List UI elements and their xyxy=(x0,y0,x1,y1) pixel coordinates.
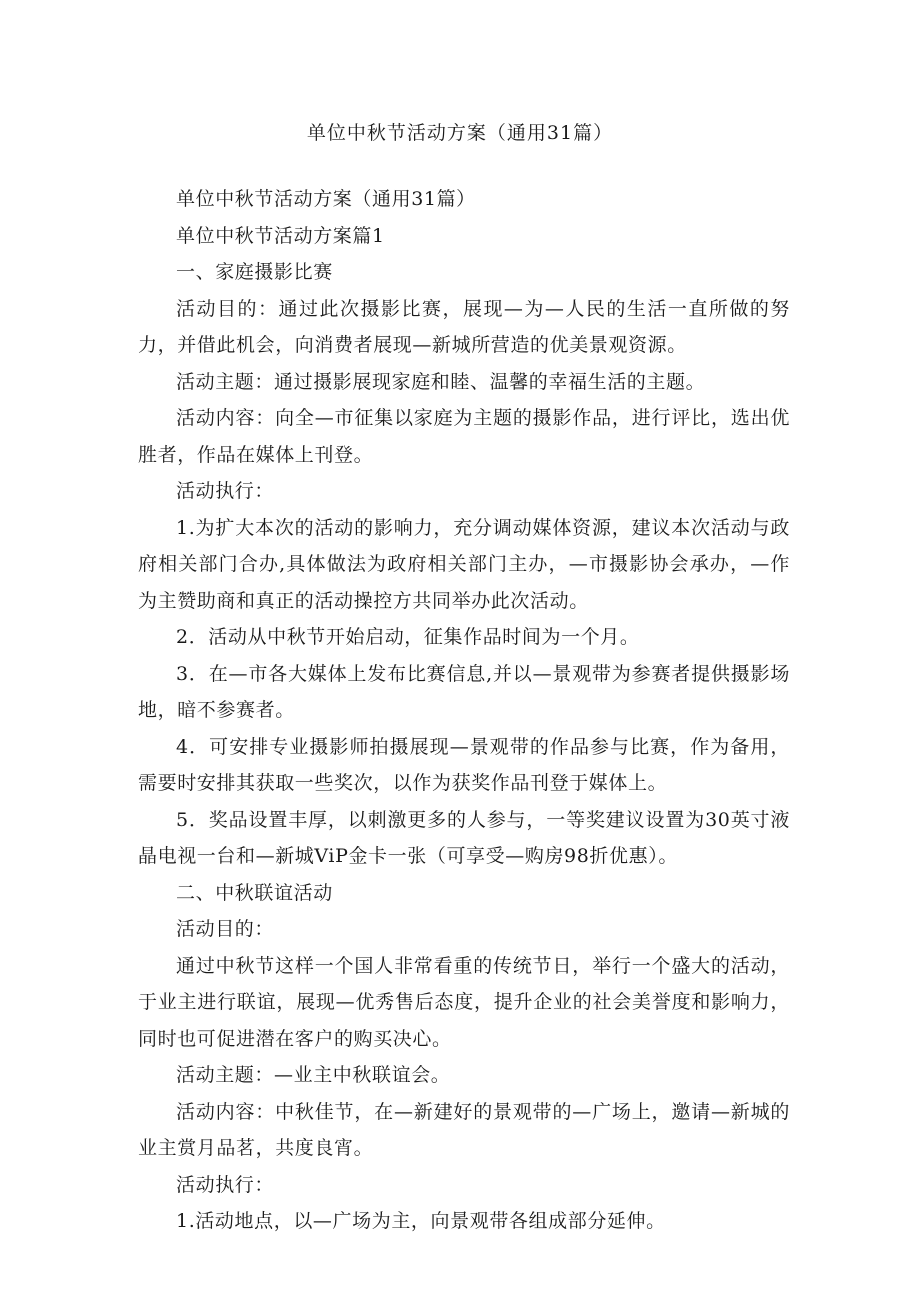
paragraph: 活动内容：中秋佳节，在—新建好的景观带的—广场上，邀请—新城的业主赏月品茗，共度良宵。 xyxy=(138,1100,790,1159)
paragraph-heading-photo-contest: 一、家庭摄影比赛 xyxy=(176,261,333,283)
paragraph: 活动目的：通过此次摄影比赛，展现—为—人民的生活一直所做的努力，并借此机会，向消费者展现—新城所营造的优美景观资源。 xyxy=(138,297,790,356)
paragraph: 活动主题：通过摄影展现家庭和睦、温馨的幸福生活的主题。 xyxy=(176,370,706,393)
paragraph-subtitle: 单位中秋节活动方案（通用31篇） xyxy=(176,188,476,210)
paragraph: 2．活动从中秋节开始启动，征集作品时间为一个月。 xyxy=(176,626,640,648)
paragraph: 活动主题：—业主中秋联谊会。 xyxy=(176,1064,451,1086)
paragraph-section-heading: 单位中秋节活动方案篇1 xyxy=(176,224,385,247)
paragraph: 1.活动地点，以—广场为主，向景观带各组成部分延伸。 xyxy=(176,1210,666,1232)
paragraph: 活动目的： xyxy=(176,918,275,940)
paragraph: 活动内容：向全—市征集以家庭为主题的摄影作品，进行评比，选出优胜者，作品在媒体上刊登。 xyxy=(138,407,790,466)
paragraph: 活动执行： xyxy=(176,480,275,502)
paragraph: 通过中秋节这样一个国人非常看重的传统节日，举行一个盛大的活动，于业主进行联谊，展现—优秀售后态度，提升企业的社会美誉度和影响力，同时也可促进潜在客户的购买决心。 xyxy=(138,954,790,1050)
document-body xyxy=(138,181,790,1240)
paragraph-heading-mid-autumn-party: 二、中秋联谊活动 xyxy=(176,881,333,904)
paragraph: 活动执行： xyxy=(176,1173,275,1196)
paragraph: 3．在—市各大媒体上发布比赛信息,并以—景观带为参赛者提供摄影场地，暗不参赛者。 xyxy=(138,662,790,721)
document-title: 单位中秋节活动方案（通用31篇） xyxy=(306,122,614,144)
paragraph: 5．奖品设置丰厚，以刺激更多的人参与，一等奖建议设置为30英寸液晶电视一台和—新城ViP金卡一张（可享受—购房98折优惠）。 xyxy=(138,808,790,867)
paragraph: 1.为扩大本次的活动的影响力，充分调动媒体资源，建议本次活动与政府相关部门合办,具体做法为政府相关部门主办，—市摄影协会承办，—作为主赞助商和真正的活动操控方共同举办此次活动。 xyxy=(138,516,790,612)
paragraph: 4．可安排专业摄影师拍摄展现—景观带的作品参与比赛，作为备用，需要时安排其获取一些奖次，以作为获奖作品刊登于媒体上。 xyxy=(138,735,790,794)
